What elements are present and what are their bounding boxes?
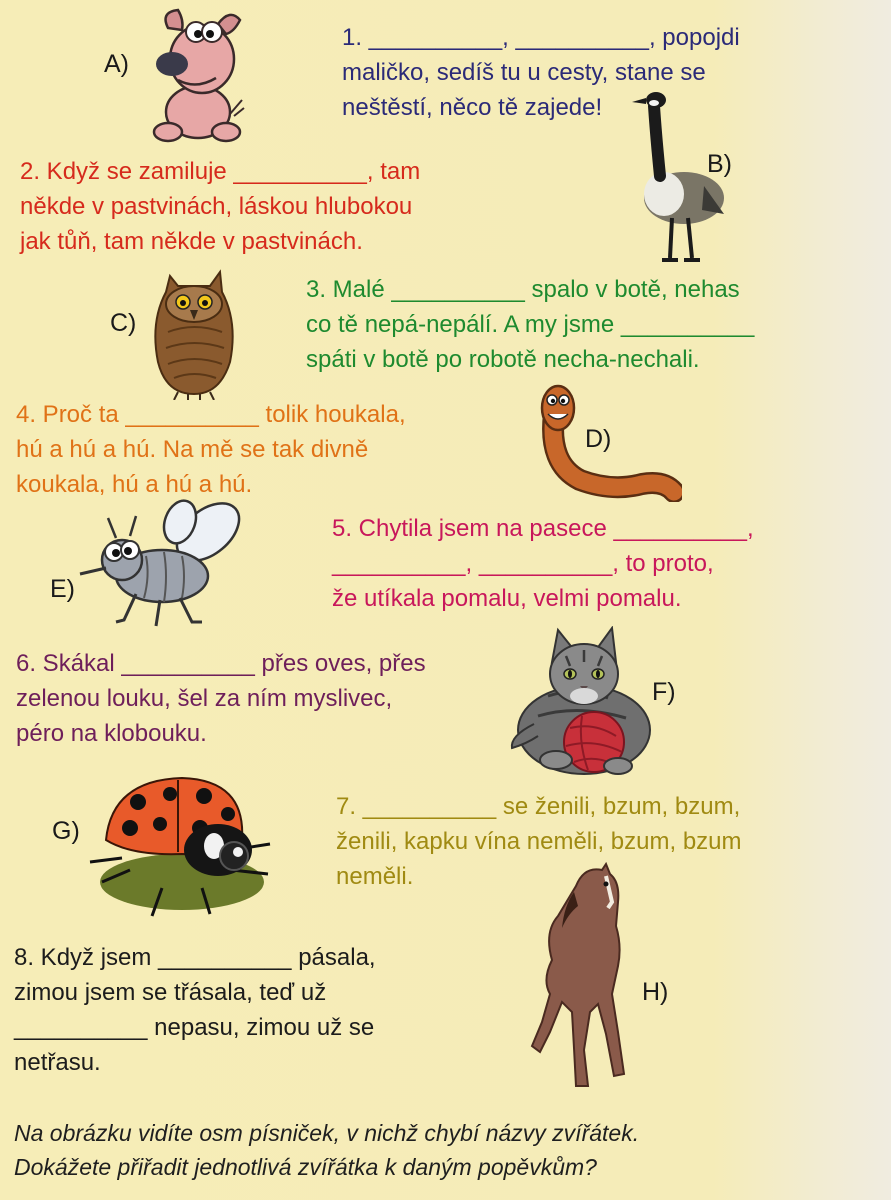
verse-line: neštěstí, něco tě zajede!: [342, 94, 603, 121]
verse-line: 3. Malé __________ spalo v botě, nehas: [306, 276, 740, 303]
verse-5: [332, 511, 754, 616]
owl-picture: [148, 262, 240, 400]
verse-line: 4. Proč ta __________ tolik houkala,: [16, 401, 406, 428]
goose-picture: [626, 86, 726, 266]
worm-picture: [532, 384, 682, 502]
verse-line: hú a hú a hú. Na mě se tak divně: [16, 436, 369, 463]
verse-2: [20, 154, 420, 259]
verse-line: 7. __________ se ženili, bzum, bzum,: [336, 793, 741, 820]
letter-f: F): [652, 678, 676, 706]
verse-line: 6. Skákal __________ přes oves, přes: [16, 650, 426, 677]
letter-b: B): [707, 150, 732, 178]
verse-line: __________, __________, to proto,: [332, 550, 714, 577]
verse-line: péro na klobouku.: [16, 720, 207, 747]
verse-line: 1. __________, __________, popojdi: [342, 24, 740, 51]
verse-line: netřasu.: [14, 1049, 101, 1076]
instructions: [14, 1116, 639, 1184]
letter-a: A): [104, 50, 129, 78]
verse-line: 5. Chytila jsem na pasece __________,: [332, 515, 754, 542]
verse-6: [16, 646, 426, 751]
ladybug-picture: [82, 770, 274, 920]
verse-line: 8. Když jsem __________ pásala,: [14, 944, 376, 971]
verse-line: zelenou louku, šel za ním myslivec,: [16, 685, 393, 712]
verse-3: [306, 272, 754, 377]
dog-picture: [138, 4, 248, 149]
letter-c: C): [110, 309, 137, 337]
verse-8: [14, 940, 376, 1080]
letter-d: D): [585, 425, 612, 453]
instructions-line-2: Dokážete přiřadit jednotlivá zvířátka k daným popěvkům?: [14, 1154, 597, 1180]
letter-g: G): [52, 817, 80, 845]
instructions-line-1: Na obrázku vidíte osm písniček, v nichž chybí názvy zvířátek.: [14, 1120, 640, 1146]
verse-line: ženili, kapku vína neměli, bzum, bzum: [336, 828, 742, 855]
verse-line: někde v pastvinách, láskou hlubokou: [20, 193, 413, 220]
verse-4: [16, 397, 406, 502]
verse-line: neměli.: [336, 863, 414, 890]
verse-line: co tě nepá-nepálí. A my jsme __________: [306, 311, 755, 338]
fly-picture: [76, 498, 248, 630]
horse-picture: [528, 862, 640, 1090]
letter-e: E): [50, 575, 75, 603]
letter-h: H): [642, 978, 669, 1006]
verse-line: 2. Když se zamiluje __________, tam: [20, 158, 421, 185]
cat-picture: [508, 626, 654, 782]
verse-line: spáti v botě po robotě necha-nechali.: [306, 346, 700, 373]
verse-line: koukala, hú a hú a hú.: [16, 471, 253, 498]
verse-line: zimou jsem se třásala, teď už: [14, 979, 327, 1006]
verse-line: že utíkala pomalu, velmi pomalu.: [332, 585, 682, 612]
verse-line: maličko, sedíš tu u cesty, stane se: [342, 59, 706, 86]
verse-line: __________ nepasu, zimou už se: [14, 1014, 375, 1041]
verse-line: jak tůň, tam někde v pastvinách.: [20, 228, 363, 255]
